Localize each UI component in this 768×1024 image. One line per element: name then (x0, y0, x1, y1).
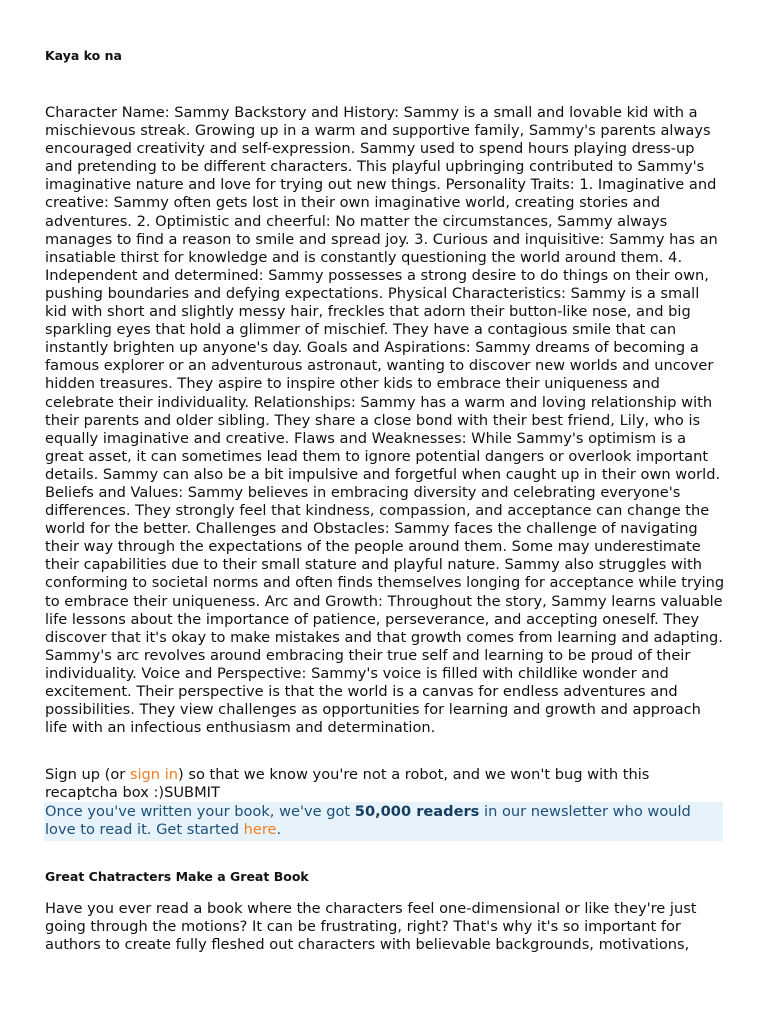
newsletter-promo-banner (44, 802, 723, 841)
promo-suffix: . (276, 821, 282, 839)
readers-count: 50,000 readers (354, 803, 480, 820)
signup-suffix: ) so that we know you're not a robot, and we won't bug with this recaptcha box :) (45, 766, 650, 802)
signup-message (45, 766, 725, 802)
promo-middle: in our newsletter who would love to read it. Get started (45, 803, 691, 839)
signup-prefix: Sign up (or (45, 766, 130, 783)
sign-in-link[interactable]: sign in (129, 766, 179, 783)
submit-button[interactable]: SUBMIT (164, 784, 220, 802)
character-profile-text: Character Name: Sammy Backstory and History: Sammy is a small and lovable kid with a mischievous streak. Growing up in a warm and supportive family, Sammy's parents always encouraged creativity and self-expression. Sammy used to spend hours playing dress-up and pretending to be different characters. This playful upbringing contributed to Sammy's imaginative nature and love for trying out new things. Personality Traits: 1. Imaginative and creative: Sammy often gets lost in their own imaginative world, creating stories and adventures. 2. Optimistic and cheerful: No matter the circumstances, Sammy always manages to find a reason to smile and spread joy. 3. Curious and inquisitive: Sammy has an insatiable thirst for knowledge and is constantly questioning the world around them. 4. Independent and determined: Sammy possesses a strong desire to do things on their own, pushing boundaries and defying expectations. Physical Characteristics: Sammy is a small kid with short and slightly messy hair, freckles that adorn their button-like nose, and big sparkling eyes that hold a glimmer of mischief. They have a contagious smile that can instantly brighten up anyone's day. Goals and Aspirations: Sammy dreams of becoming a famous explorer or an adventurous astronaut, wanting to discover new worlds and uncover hidden treasures. They aspire to inspire other kids to embrace their uniqueness and celebrate their individuality. Relationships: Sammy has a warm and loving relationship with their parents and older sibling. They share a close bond with their best friend, Lily, who is equally imaginative and creative. Flaws and Weaknesses: While Sammy's optimism is a great asset, it can sometimes lead them to ignore potential dangers or overlook important details. Sammy can also be a bit impulsive and forgetful when caught up in their own world. Beliefs and Values: Sammy believes in embracing diversity and celebrating everyone's differences. They strongly feel that kindness, compassion, and acceptance can change the world for the better. Challenges and Obstacles: Sammy faces the challenge of navigating their way through the expectations of the people around them. Some may underestimate their capabilities due to their small stature and playful nature. Sammy also struggles with conforming to societal norms and often finds themselves longing for acceptance while trying to embrace their uniqueness. Arc and Growth: Throughout the story, Sammy learns valuable life lessons about the importance of patience, perseverance, and accepting oneself. They discover that it's okay to make mistakes and that growth comes from learning and adapting. Sammy's arc revolves around embracing their true self and learning to be proud of their individuality. Voice and Perspective: Sammy's voice is filled with childlike wonder and excitement. Their perspective is that the world is a canvas for endless adventures and possibilities. They view challenges as opportunities for learning and growth and approach life with an infectious enthusiasm and determination. (45, 104, 725, 737)
get-started-link[interactable]: here (243, 821, 277, 839)
page-title: Kaya ko na (45, 48, 122, 63)
section-heading: Great Chatracters Make a Great Book (45, 869, 309, 884)
article-intro-text: Have you ever read a book where the characters feel one-dimensional or like they're just going through the motions? It can be frustrating, right? That's why it's so important for authors to create fully fleshed out characters with believable backgrounds, motivations, (45, 900, 697, 954)
promo-prefix: Once you've written your book, we've got (45, 803, 355, 820)
